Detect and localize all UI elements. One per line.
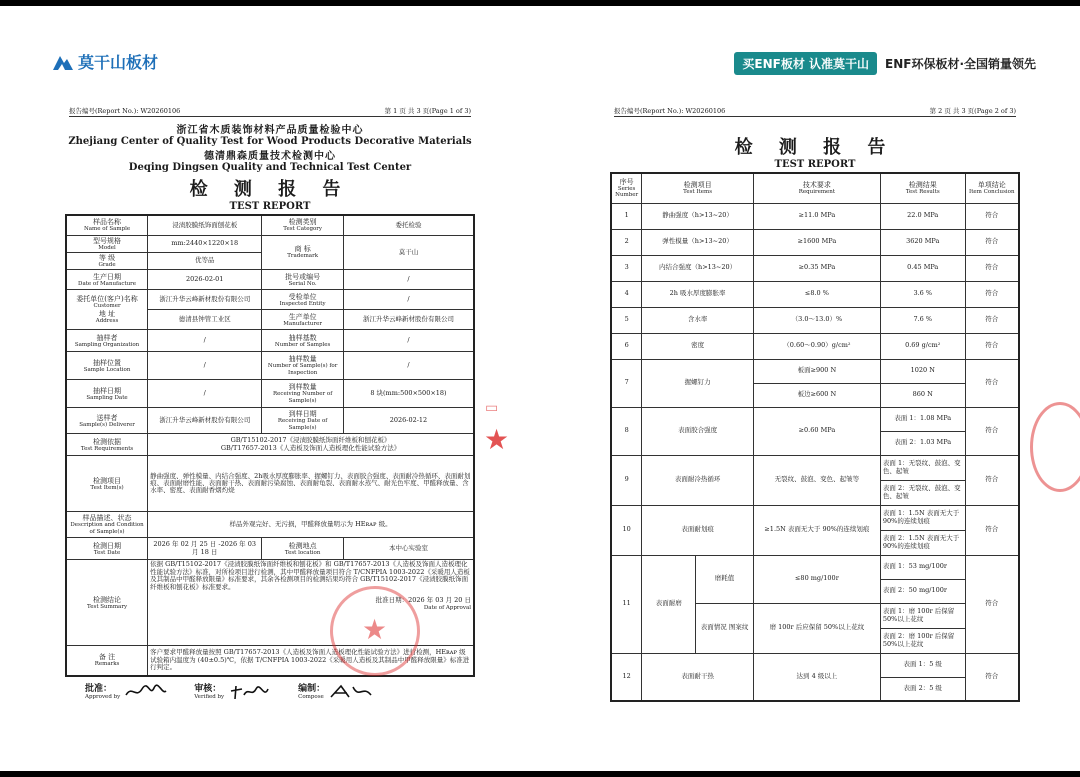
report-number-line-2 [614, 106, 1016, 117]
trademark-value: 莫干山 [343, 235, 474, 270]
center2-name-en: Deqing Dingsen Quality and Technical Test Center [128, 162, 412, 173]
table-row: 6 密度 （0.60～0.90）g/cm² 0.69 g/cm² 符合 [611, 333, 1019, 359]
table-row: 板边≥600 N 860 N [611, 383, 1019, 407]
test-location-value: 本中心实验室 [343, 538, 474, 560]
grade-value: 优等品 [148, 252, 262, 269]
report-title-en: TEST REPORT [229, 201, 311, 212]
requirement-2: GB/T17657-2013《人造板及饰面人造板理化性能试验方法》 [220, 443, 401, 452]
table-row: 7 握螺钉力 板面≥900 N 1020 N 符合 [611, 359, 1019, 383]
signature-row [65, 683, 475, 701]
table-row: 表面 2：50 mg/100r [611, 579, 1019, 603]
compose-signature-icon [329, 683, 373, 701]
table-header-row: 序号 Series Number 检测项目 Test Items 技术要求 Requirement 检测结果 Test Results 单项结论 Item Conclusion [611, 173, 1019, 203]
sample-location-value: / [148, 352, 262, 380]
report-number: 报告编号(Report No.): W20260106 [69, 107, 181, 115]
serial-value: / [343, 270, 474, 290]
brand-slogan: ENF环保板材·全国销量领先 [885, 57, 1036, 71]
report-info-table: 样品名称 Name of Sample 浸渍胶膜纸饰面刨花板 检测类别 Test Category 委托检验 型号规格 Model mm:2440×1220×18 商 标 Trademark 莫干山 等 级 Grade 优等品 生产日期 Date of Manufacture 2026-02-01 批号或编号 Serial No. / 委托单位(客户)名称 Customer 地 址 Address 浙江升华云峰新材股份有限公司 受检单位 Inspected Entity / 德清县钟管工业区 生产单位 Manufacturer 浙江升华云峰新材股份有限公司 抽样者 Sampling Organization / 抽样基数 Number of Samples / 抽样位置 Sample Location / 抽样数量 Number of Sample(s) for Inspection / 抽样日期 Sampling Date / 到样数量 Receiving Number of Sample(s) 8 块(mm:500×500×18) 送样者 Sample(s) Deliverer 浙江升华云峰新材股份有限公司 到样日期 Receiving Date of Sample(s) 2026-02-12 检测依据 Test Requirements GB/T15102-2017《浸渍胶膜纸饰面纤维板和刨花板》 GB/T17657-2013《人造板及饰面人造板理化性能试验方法》 检测项目 Test Item(s) 静曲强度、弹性模量、内结合强度、2h吸水厚度膨胀率、握螺钉力、表面胶合强度、表面耐冷热循环、表面耐划痕、表面耐磨性能、表面耐干热、表面耐污染腐蚀、表面耐龟裂、表面耐水蒸气、耐光色牢度、甲醛释放量、含水率、密度、表面耐香烟灼烧 样品描述、状态 Description and Condition of Sample(s) 样品外观完好、无污损，甲醛释放量明示为 HEʀᴀᴘ 级。 检测日期 Test Date 2026 年 02 月 25 日 -2026 年 03 月 18 日 检测地点 Test location 本中心实验室 检测结论 Test Summary 依据 GB/T15102-2017《浸渍胶膜纸饰面纤维板和刨花板》和 GB/T17657-2013《人造板及饰面人造板理化性能试验方法》标准，对所检项目进行检测，其中甲醛释放量项目符合 T/CNFPIA 1003-2022《采暖用人造板及其制品中甲醛释放限量》标准要求，其余各检测项目的检测结果均符合 GB/T15102-2017《浸渍胶膜纸饰面纤维板和刨花板》标准要求。 批准日期：2026 年 03 月 20 日 Date of Approval 备 注 Remarks 客户要求甲醛释放量按照 GB/T17657-2013《人造板及饰面人造板理化性能试验方法》进行检测，HEʀᴀᴘ 级试验箱内温度为 (40±0.5)℃，依据 T/CNFPIA 1003-2022《采暖用人造板及其制品中甲醛释放限量》标准进行判定。 [65, 214, 475, 677]
remarks-value: 客户要求甲醛释放量按照 GB/T17657-2013《人造板及饰面人造板理化性能试验方法》进行检测，HEʀᴀᴘ 级试验箱内温度为 (40±0.5)℃，依据 T/CNFPIA 1003-2022《采暖用人造板及其制品中甲醛释放限量》标准进行判定。 [148, 646, 474, 676]
center-name-zh: 浙江省木质装饰材料产品质量检验中心 [176, 125, 364, 136]
report-title-en-2: TEST REPORT [774, 159, 856, 170]
sampling-org-value: / [148, 330, 262, 352]
approval-date: 批准日期：2026 年 03 月 20 日 [375, 596, 471, 605]
page-number: 第 1 页 共 3 页(Page 1 of 3) [384, 107, 471, 115]
table-row: 8 表面胶合强度 ≥0.60 MPa 表面 1：1.08 MPa 符合 [611, 407, 1019, 431]
table-row: 表面 2：无裂纹、鼓泡、变色、起皱 [611, 480, 1019, 505]
table-row: 表面 2：磨 100r 后保留 50%以上花纹 [611, 628, 1019, 653]
report-title-zh-2: 检 测 报 告 [734, 137, 896, 158]
compose-by: 编制： Compose [298, 683, 373, 701]
report-page-2 [610, 106, 1020, 736]
summary-value: 依据 GB/T15102-2017《浸渍胶膜纸饰面纤维板和刨花板》和 GB/T17657-2013《人造板及饰面人造板理化性能试验方法》标准，对所检项目进行检测，其中甲醛释放量项目符合 T/CNFPIA 1003-2022《采暖用人造板及其制品中甲醛释放限量》标准要求，其余各检测项目的检测结果均符合 GB/T15102-2017《浸渍胶膜纸饰面纤维板和刨花板》标准要求。 [150, 560, 470, 591]
seal-star-icon: ★ [362, 613, 388, 646]
model-value: mm:2440×1220×18 [148, 235, 262, 252]
manufacture-date-value: 2026-02-01 [148, 270, 262, 290]
table-row: 11 表面耐磨 磨耗值 ≤80 mg/100r 表面 1：53 mg/100r 符合 [611, 555, 1019, 579]
edge-seal-icon [1030, 402, 1080, 492]
approved-signature-icon [124, 683, 168, 701]
table-row: 2 弹性模量（h>13~20） ≥1600 MPa 3620 MPa 符合 [611, 229, 1019, 255]
num-samples-value: / [343, 330, 474, 352]
report-number-2: 报告编号(Report No.): W20260106 [614, 107, 726, 115]
table-row: 表面 2：1.5N 表面无大于 90%的连续划痕 [611, 530, 1019, 555]
mountain-logo-icon [52, 52, 74, 72]
table-row: 12 表面耐干热 达到 4 级以上 表面 1：5 级 符合 [611, 653, 1019, 677]
document-sheet [0, 6, 1080, 771]
test-items-value: 静曲强度、弹性模量、内结合强度、2h吸水厚度膨胀率、握螺钉力、表面胶合强度、表面耐冷热循环、表面耐划痕、表面耐磨性能、表面耐干热、表面耐污染腐蚀、表面耐龟裂、表面耐水蒸气、耐光色牢度、甲醛释放量、含水率、密度、表面耐香烟灼烧 [148, 456, 474, 512]
table-row: 9 表面耐冷热循环 无裂纹、鼓泡、变色、起皱等 表面 1：无裂纹、鼓泡、变色、起皱 符合 [611, 455, 1019, 480]
table-row: 表面情况 图案纹 磨 100r 后应保留 50%以上花纹 表面 1：磨 100r 后保留 50%以上花纹 [611, 603, 1019, 628]
table-row: 5 含水率 （3.0～13.0）% 7.6 % 符合 [611, 307, 1019, 333]
inspected-entity-value: / [343, 290, 474, 310]
sample-name-value: 浸渍胶膜纸饰面刨花板 [148, 215, 262, 235]
receiving-date-value: 2026-02-12 [343, 408, 474, 434]
test-date-value: 2026 年 02 月 25 日 -2026 年 03 月 18 日 [148, 538, 262, 560]
center-name-en: Zhejiang Center of Quality Test for Wood Products Decorative Materials [68, 136, 472, 147]
brand-logo-left [52, 50, 158, 73]
test-category-value: 委托检验 [343, 215, 474, 235]
table-row: 表面 2：1.03 MPa [611, 431, 1019, 455]
table-row: 1 静曲强度（h>13~20） ≥11.0 MPa 22.0 MPa 符合 [611, 203, 1019, 229]
table-row: 10 表面耐划痕 ≥1.5N 表面无大于 90%的连续划痕 表面 1：1.5N 表面无大于 90%的连续划痕 符合 [611, 505, 1019, 530]
table-row: 4 2h 吸水厚度膨胀率 ≤8.0 % 3.6 % 符合 [611, 281, 1019, 307]
report-title-zh: 检 测 报 告 [189, 179, 351, 200]
table-row: 3 内结合强度（h>13~20） ≥0.35 MPa 0.45 MPa 符合 [611, 255, 1019, 281]
requirement-1: GB/T15102-2017《浸渍胶膜纸饰面纤维板和刨花板》 [230, 436, 391, 445]
brand-slogan-right [734, 52, 1036, 75]
center2-name-zh: 德清鼎森质量技术检测中心 [204, 151, 336, 162]
deliverer-value: 浙江升华云峰新材股份有限公司 [148, 408, 262, 434]
customer-value: 浙江升华云峰新材股份有限公司 [148, 290, 262, 310]
num-inspection-value: / [343, 352, 474, 380]
receiving-number-value: 8 块(mm:500×500×18) [343, 380, 474, 408]
verified-by: 审核： Verified by [194, 683, 272, 701]
description-value: 样品外观完好、无污损，甲醛释放量明示为 HEʀᴀᴘ 级。 [148, 512, 474, 538]
approved-by: 批准： Approved by [85, 683, 168, 701]
page-number-2: 第 2 页 共 3 页(Page 2 of 3) [929, 107, 1016, 115]
brand-name: 莫干山板材 [78, 53, 159, 72]
manufacturer-value: 浙江升华云峰新材股份有限公司 [343, 310, 474, 330]
table-row: 表面 2：5 级 [611, 677, 1019, 701]
verified-signature-icon [228, 683, 272, 701]
report-number-line [69, 106, 471, 117]
crossing-seal-star-icon: ★ [484, 423, 510, 456]
report-page-1 [65, 106, 475, 731]
test-results-table [610, 172, 1020, 702]
crossing-seal-text-top-icon: ▭ [485, 400, 499, 416]
sampling-date-value: / [148, 380, 262, 408]
approval-date-en: Date of Approval [423, 604, 471, 611]
address-value: 德清县钟管工业区 [148, 310, 262, 330]
brand-pill: 买ENF板材 认准莫干山 [734, 52, 877, 75]
